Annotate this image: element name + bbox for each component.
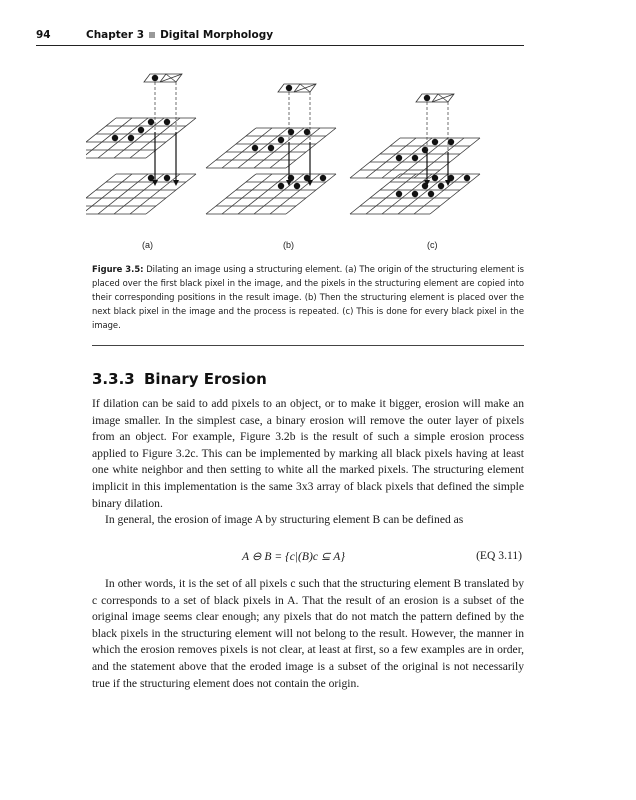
panel-a-result-grid-line: [98, 174, 148, 214]
header-rule: [36, 45, 524, 46]
panel-a-result-grid-line: [86, 174, 116, 214]
header-separator: [149, 32, 155, 38]
panel-a-image-grid-line: [86, 118, 116, 158]
panel-b-image-grid-line: [238, 128, 288, 168]
panel-c-result-pixel: [464, 175, 470, 181]
panel-b-struct-origin: [286, 85, 292, 91]
caption-divider: [92, 345, 524, 346]
dilation-diagram: [86, 56, 526, 256]
subfigure-label-b: (b): [283, 240, 294, 250]
panel-c-image-grid-line: [414, 138, 464, 178]
paragraph-3: In other words, it is the set of all pixels c such that the structuring element B translated by c corresponds to a set of black pixels in A. That the result of an erosion is a subset of the original image seems clear enough; any pixels that do not match the pattern defined by the black pixels in the structuring element will not belong to the result. However, the manner in which the erosion removes pixels is not clear, at least at first, so a few examples are in order, and the statement above that the eroded image is a subset of the original is not necessarily true if the structuring element does not contain the origin.: [92, 577, 524, 690]
panel-b-result-grid-line: [222, 174, 272, 214]
panel-b-arrow-head: [307, 180, 313, 186]
panel-a-image-pixel: [128, 135, 134, 141]
panel-b-image-grid-line: [270, 128, 320, 168]
panel-c-image-grid-line: [398, 138, 448, 178]
page-number: 94: [36, 29, 51, 41]
panel-c-result-pixel: [432, 175, 438, 181]
panel-a-image-grid-line: [114, 118, 164, 158]
panel-c-result-grid-line: [366, 174, 416, 214]
panel-c-result-grid-line: [414, 174, 464, 214]
panel-b-image-pixel: [252, 145, 258, 151]
panel-c-image-grid-line: [430, 138, 480, 178]
section-title: Binary Erosion: [144, 370, 267, 388]
panel-b-image-grid-line: [254, 128, 304, 168]
panel-b-result-grid-line: [254, 174, 304, 214]
panel-b-image-grid-line: [206, 128, 256, 168]
figure-caption-text: Dilating an image using a structuring element. (a) The origin of the structuring element is placed over the first black pixel in the image, and the pixels in the structuring element are copied into their corresponding positions in the result image. (b) Then the structuring element is placed over the next black pixel in the image and the process is repeated. (c) This is done for every black pixel in the image.: [92, 264, 524, 330]
paragraph-intro: [92, 396, 524, 529]
panel-b-image-pixel: [304, 129, 310, 135]
section-heading: [92, 370, 267, 388]
chapter-title: Digital Morphology: [160, 29, 274, 41]
panel-c-result-grid-line: [430, 174, 480, 214]
panel-c-image-grid-line: [366, 138, 416, 178]
panel-c-image-pixel: [412, 155, 418, 161]
panel-b-result-pixel: [294, 183, 300, 189]
figure-caption-label: Figure 3.5:: [92, 264, 144, 274]
panel-b-image-pixel: [278, 137, 284, 143]
panel-c-image-pixel: [432, 139, 438, 145]
figure-caption: [92, 262, 524, 332]
panel-a-arrow-head: [173, 180, 179, 186]
paragraph-1: If dilation can be said to add pixels to an object, or to make it bigger, erosion will make an image smaller. In the simplest case, a binary erosion will remove the outer layer of pixels from an object. For example, Figure 3.2b is the result of such a simple erosion process applied to Figure 3.2c. This can be implemented by marking all black pixels having at least one white neighbor and then setting to white all the marked pixels. The structuring element implicit in this implementation is the same 3x3 array of black pixels that defined the simple binary dilation.: [92, 397, 524, 510]
panel-c-image-grid-line: [382, 138, 432, 178]
panel-a-image-grid-line: [146, 118, 196, 158]
paragraph-2: In general, the erosion of image A by structuring element B can be defined as: [105, 513, 464, 527]
panel-b-image-grid-line: [286, 128, 336, 168]
panel-a-image-pixel: [138, 127, 144, 133]
running-header: [36, 29, 524, 41]
panel-a-result-pixel: [164, 175, 170, 181]
equation-number: (EQ 3.11): [476, 549, 522, 562]
dilation-figure: [86, 56, 526, 256]
panel-b-result-pixel: [278, 183, 284, 189]
panel-b-image-pixel: [268, 145, 274, 151]
chapter-label: Chapter 3: [86, 29, 145, 41]
panel-c-result-pixel: [438, 183, 444, 189]
panel-b-result-pixel: [320, 175, 326, 181]
section-number: 3.3.3: [92, 370, 135, 388]
panel-c-result-pixel: [428, 191, 434, 197]
panel-b-result-grid-line: [238, 174, 288, 214]
panel-c-image-grid-line: [350, 138, 400, 178]
subfigure-label-c: (c): [427, 240, 438, 250]
panel-a-image-pixel: [148, 119, 154, 125]
paragraph-followup: [92, 576, 524, 692]
panel-c-image-pixel: [448, 139, 454, 145]
panel-c-struct-origin: [424, 95, 430, 101]
panel-c-result-pixel: [412, 191, 418, 197]
panel-a-image-pixel: [112, 135, 118, 141]
panel-a-struct-origin: [152, 75, 158, 81]
panel-b-arrow-head: [286, 180, 292, 186]
panel-c-result-grid-line: [398, 174, 448, 214]
panel-c-image-pixel: [396, 155, 402, 161]
panel-a-image-grid-line: [98, 118, 148, 158]
panel-b-result-grid-line: [206, 174, 256, 214]
panel-b-image-grid-line: [222, 128, 272, 168]
panel-c-result-grid-line: [350, 174, 400, 214]
subfigure-label-a: (a): [142, 240, 153, 250]
panel-a-image-pixel: [164, 119, 170, 125]
panel-c-result-pixel: [396, 191, 402, 197]
equation-formula: A ⊖ B = {c|(B)c ⊆ A}: [242, 550, 346, 563]
